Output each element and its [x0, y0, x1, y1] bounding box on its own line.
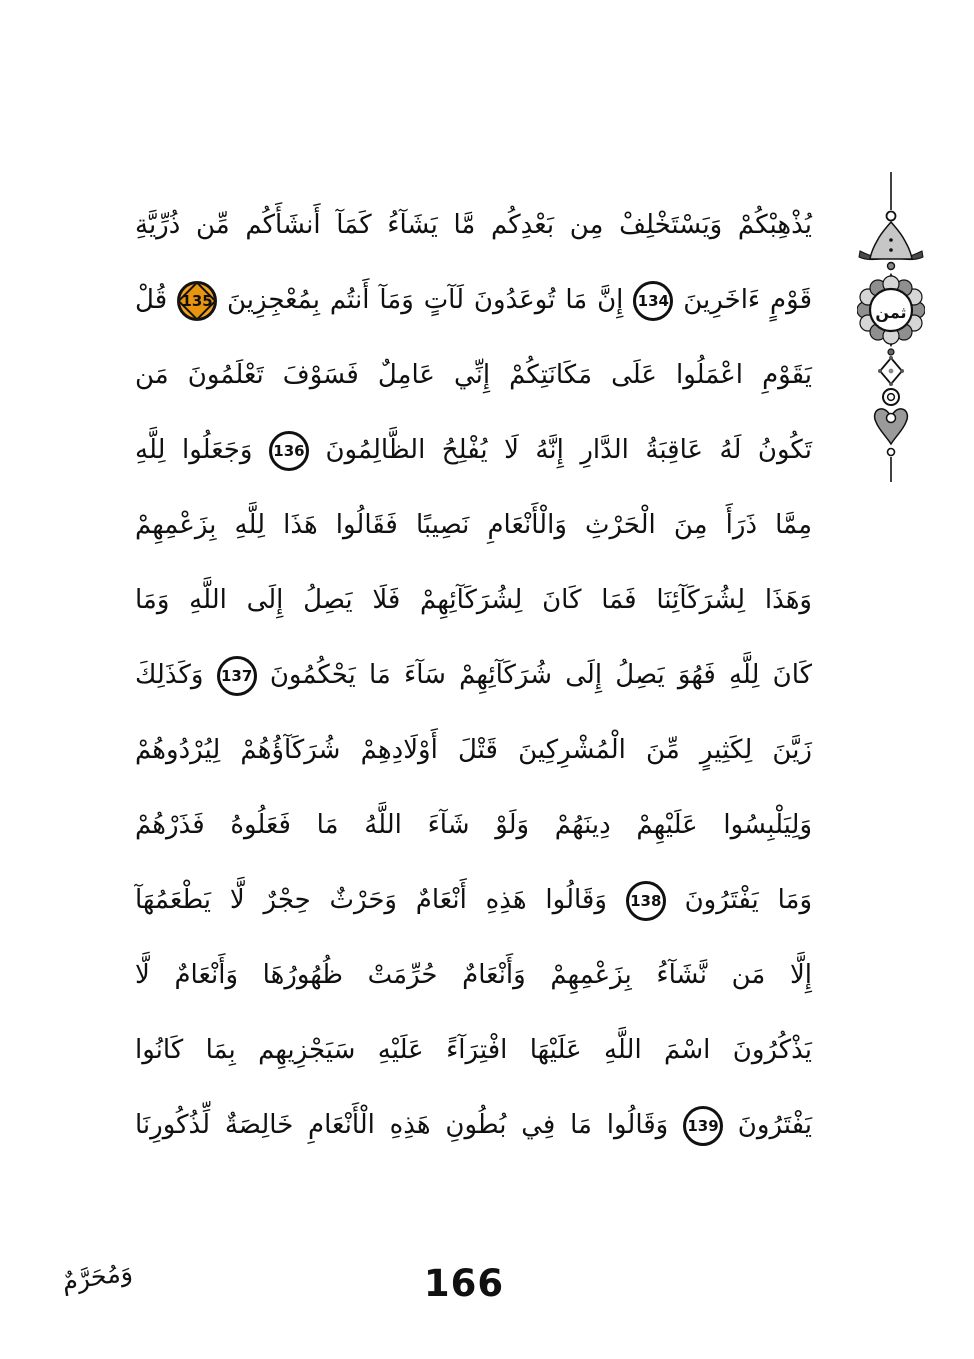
mushaf-line-1 — [135, 188, 812, 263]
mushaf-line-12 — [135, 1013, 812, 1088]
verse-text: وَلِيَلْبِسُوا عَلَيْهِمْ دِينَهُمْ وَلَوْ شَآءَ اللَّهُ مَا فَعَلُوهُ فَذَرْهُمْ — [135, 810, 812, 840]
verse-marker-134: 134 — [633, 281, 673, 321]
verse-text: يَذْكُرُونَ اسْمَ اللَّهِ عَلَيْهَا افْتِرَآءً عَلَيْهِ سَيَجْزِيهِم بِمَا كَانُوا — [135, 1035, 812, 1065]
mushaf-line-8 — [135, 713, 812, 788]
verse-text: كَانَ لِلَّهِ فَهُوَ يَصِلُ إِلَى شُرَكَآئِهِمْ سَآءَ مَا يَحْكُمُونَ — [269, 660, 813, 690]
verse-text: مِمَّا ذَرَأَ مِنَ الْحَرْثِ وَالْأَنْعَامِ نَصِيبًا فَقَالُوا هَذَا لِلَّهِ بِزَعْمِهِمْ — [135, 510, 812, 540]
verse-text: وَهَذَا لِشُرَكَآئِنَا فَمَا كَانَ لِشُرَكَآئِهِمْ فَلَا يَصِلُ إِلَى اللَّهِ وَمَا — [135, 585, 812, 615]
verse-text: زَيَّنَ لِكَثِيرٍ مِّنَ الْمُشْرِكِينَ قَتْلَ أَوْلَادِهِمْ شُرَكَآؤُهُمْ لِيُرْدُوهُمْ — [135, 735, 812, 765]
hizb-ornament — [857, 172, 925, 482]
mushaf-line-7 — [135, 638, 812, 713]
verse-text: وَقَالُوا مَا فِي بُطُونِ هَذِهِ الْأَنْعَامِ خَالِصَةٌ لِّذُكُورِنَا — [135, 1110, 669, 1140]
verse-marker-135-highlighted: 135 — [177, 281, 217, 321]
verse-text: يُذْهِبْكُمْ وَيَسْتَخْلِفْ مِن بَعْدِكُم مَّا يَشَآءُ كَمَآ أَنشَأَكُم مِّن ذُرِّيَّةِ — [135, 210, 812, 240]
verse-text: وَمَا يَفْتَرُونَ — [684, 885, 813, 915]
mushaf-line-2 — [135, 263, 812, 338]
verse-text: قَوْمٍ ءَاخَرِينَ — [683, 285, 813, 315]
verse-marker-136: 136 — [269, 431, 309, 471]
catchword: وَمُحَرَّمٌ — [59, 1256, 135, 1297]
mushaf-line-6 — [135, 563, 812, 638]
mushaf-line-3 — [135, 338, 812, 413]
ornament-bead-icon — [888, 263, 895, 270]
tulip-pendant-icon — [875, 409, 908, 444]
verse-text: وَكَذَلِكَ — [135, 660, 204, 690]
quran-text-block — [135, 188, 812, 1163]
ornament-bead-icon — [888, 349, 894, 355]
verse-marker-137: 137 — [217, 656, 257, 696]
mushaf-line-11 — [135, 938, 812, 1013]
verse-text: تَكُونُ لَهُ عَاقِبَةُ الدَّارِ إِنَّهُ لَا يُفْلِحُ الظَّالِمُونَ — [325, 435, 813, 465]
thumn-label: ثمن — [875, 303, 907, 322]
mushaf-line-4 — [135, 413, 812, 488]
verse-text: إِلَّا مَن نَّشَآءُ بِزَعْمِهِمْ وَأَنْعَامٌ حُرِّمَتْ ظُهُورُهَا وَأَنْعَامٌ لَّا — [135, 960, 812, 990]
verse-text: قُلْ — [135, 285, 168, 315]
diamond-icon — [878, 356, 904, 386]
verse-text: يَقَوْمِ اعْمَلُوا عَلَى مَكَانَتِكُمْ إِنِّي عَامِلٌ فَسَوْفَ تَعْلَمُونَ مَن — [135, 360, 812, 390]
ring-icon — [883, 389, 899, 405]
verse-text: يَفْتَرُونَ — [737, 1110, 813, 1140]
ornament-bead-icon — [888, 449, 895, 456]
palmette-icon — [859, 222, 923, 260]
mushaf-line-13 — [135, 1088, 812, 1163]
mushaf-line-5 — [135, 488, 812, 563]
verse-marker-139: 139 — [683, 1106, 723, 1146]
verse-marker-138: 138 — [626, 881, 666, 921]
mushaf-line-10 — [135, 863, 812, 938]
verse-text: إِنَّ مَا تُوعَدُونَ لَآتٍ وَمَآ أَنتُم بِمُعْجِزِينَ — [226, 285, 624, 315]
page-number: 166 — [423, 1262, 505, 1305]
thumn-medallion — [857, 274, 925, 346]
mushaf-line-9 — [135, 788, 812, 863]
verse-text: وَجَعَلُوا لِلَّهِ — [135, 435, 253, 465]
verse-text: وَقَالُوا هَذِهِ أَنْعَامٌ وَحَرْثٌ حِجْرٌ لَّا يَطْعَمُهَآ — [135, 885, 607, 915]
ornament-bead-icon — [887, 212, 896, 221]
